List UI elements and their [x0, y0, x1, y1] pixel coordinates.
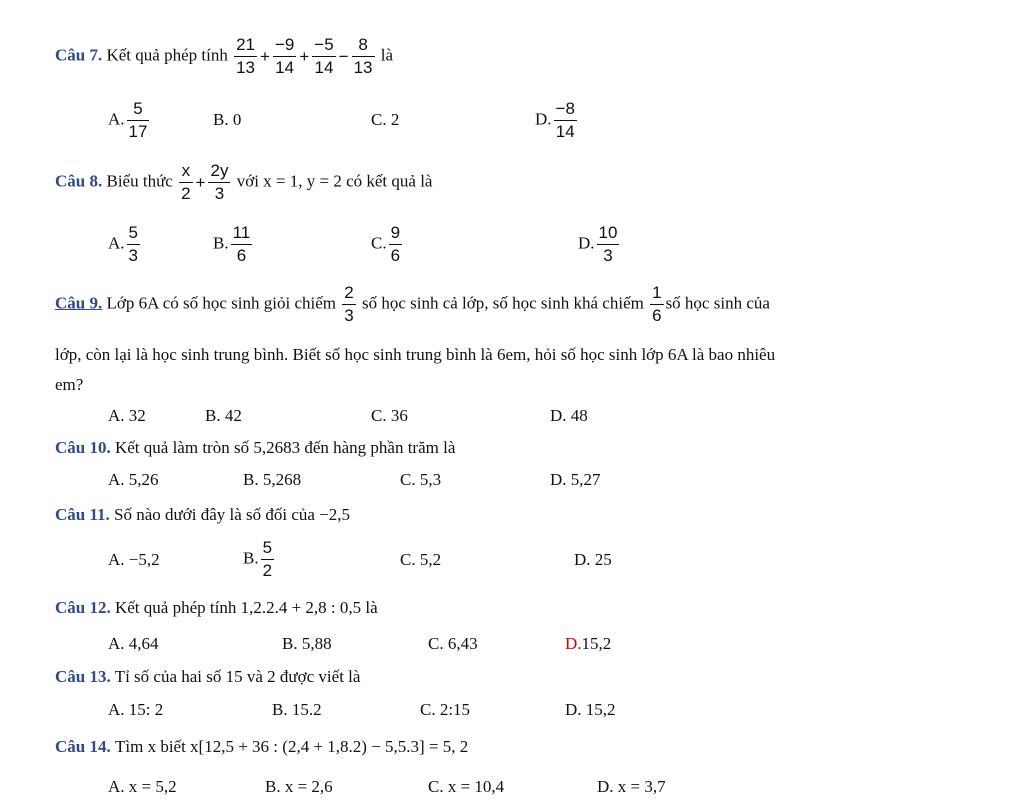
- q10-option-b[interactable]: B. 5,268: [243, 470, 302, 489]
- q7-option-d[interactable]: D. $\frac{-8}{14}$: [535, 99, 575, 141]
- q9-option-c[interactable]: C. 36: [371, 406, 408, 425]
- q9-option-a[interactable]: A. 32: [108, 406, 146, 425]
- q8-option-d[interactable]: D. $\frac{10}{3}$: [578, 223, 618, 265]
- q8-frac-2: $\frac{2y}{3}$: [210, 161, 229, 203]
- q14-option-c[interactable]: C. x = 10,4: [428, 777, 505, 796]
- q8-tail: với x = 1, y = 2 có kết quả là: [236, 171, 433, 191]
- q10-option-d[interactable]: D. 5,27: [550, 470, 601, 489]
- q14-stem: Câu 14. Tìm x biết x[12,5 + 36 : (2,4 + 1,8.2) − 5,5.3] = 5, 2: [55, 737, 469, 756]
- q10-label: Câu 10.: [55, 438, 111, 457]
- q13-label: Câu 13.: [55, 667, 111, 686]
- q8-option-a[interactable]: A. $\frac{5}{3}$: [108, 223, 138, 265]
- q8-frac-1: $\frac{x}{2}$: [181, 161, 191, 203]
- q13-option-d[interactable]: D. 15,2: [565, 700, 616, 719]
- q7-frac-1: $\frac{21}{13}$: [236, 35, 255, 77]
- q8-option-b[interactable]: B. $\frac{11}{6}$: [213, 223, 251, 265]
- q11-option-d[interactable]: D. 25: [574, 550, 612, 569]
- q11-option-b[interactable]: B. $\frac{5}{2}$: [243, 538, 273, 580]
- q7-text: Kết quả phép tính: [106, 45, 228, 65]
- q9-line3: em?: [55, 375, 84, 394]
- q8-option-c[interactable]: C. $\frac{9}{6}$: [371, 223, 401, 265]
- q7-option-c[interactable]: C. 2: [371, 110, 400, 129]
- q12-label: Câu 12.: [55, 598, 111, 617]
- q9-option-d[interactable]: D. 48: [550, 406, 588, 425]
- q10-stem: Câu 10. Kết quả làm tròn số 5,2683 đến hàng phần trăm là: [55, 438, 456, 457]
- q8-text: Biểu thức: [106, 171, 173, 191]
- q7-stem: Câu 7. Kết quả phép tính $\frac{21}{13}$ + $\frac{-9}{14}$ + $\frac{-5}{14}$ − $\frac{8}{13}$ là: [55, 35, 394, 77]
- q12-option-c[interactable]: C. 6,43: [428, 634, 478, 653]
- q7-option-a[interactable]: A. $\frac{5}{17}$: [108, 99, 148, 141]
- q11-stem: Câu 11. Số nào dưới đây là số đối của −2,5: [55, 505, 351, 524]
- q12-option-d-label: D.: [565, 634, 582, 653]
- q9-option-b[interactable]: B. 42: [205, 406, 242, 425]
- q11-label: Câu 11.: [55, 505, 110, 524]
- q12-stem: Câu 12. Kết quả phép tính 1,2.2.4 + 2,8 : 0,5 là: [55, 598, 378, 617]
- q9-label: Câu 9.: [55, 293, 103, 313]
- q7-frac-4: $\frac{8}{13}$: [353, 35, 373, 77]
- q13-option-a[interactable]: A. 15: 2: [108, 700, 164, 719]
- q11-option-c[interactable]: C. 5,2: [400, 550, 442, 569]
- q7-frac-2: $\frac{-9}{14}$: [274, 35, 295, 77]
- q7-option-b[interactable]: B. 0: [213, 110, 242, 129]
- q7-frac-3: $\frac{-5}{14}$: [314, 35, 334, 77]
- q11-option-a[interactable]: A. −5,2: [108, 550, 160, 569]
- q14-label: Câu 14.: [55, 737, 111, 756]
- q10-option-a[interactable]: A. 5,26: [108, 470, 159, 489]
- q10-option-c[interactable]: C. 5,3: [400, 470, 442, 489]
- q7-label: Câu 7.: [55, 45, 103, 65]
- q9-frac-1: $\frac{2}{3}$: [344, 283, 354, 325]
- q14-option-d[interactable]: D. x = 3,7: [597, 777, 666, 796]
- q13-stem: Câu 13. Tỉ số của hai số 15 và 2 được viết là: [55, 667, 361, 686]
- q13-option-b[interactable]: B. 15.2: [272, 700, 322, 719]
- q9-frac-2: $\frac{1}{6}$: [652, 283, 662, 325]
- q12-option-d[interactable]: D.15,2: [565, 634, 612, 653]
- q14-option-b[interactable]: B. x = 2,6: [265, 777, 333, 796]
- q14-option-a[interactable]: A. x = 5,2: [108, 777, 177, 796]
- q9-line2: lớp, còn lại là học sinh trung bình. Biết số học sinh trung bình là 6em, hỏi số học sinh lớp 6A là bao nhiêu: [55, 345, 776, 364]
- q12-option-b[interactable]: B. 5,88: [282, 634, 332, 653]
- q7-tail: là: [380, 45, 394, 65]
- q8-label: Câu 8.: [55, 171, 103, 191]
- q9-stem: Câu 9. Lớp 6A có số học sinh giỏi chiếm $\frac{2}{3}$ số học sinh cả lớp, số học sinh khá chiếm $\frac{1}{6}$ số học sinh của: [55, 283, 770, 325]
- q13-option-c[interactable]: C. 2:15: [420, 700, 471, 719]
- q12-option-a[interactable]: A. 4,64: [108, 634, 159, 653]
- q8-stem: Câu 8. Biểu thức $\frac{x}{2}$ + $\frac{2y}{3}$ với x = 1, y = 2 có kết quả là: [55, 161, 433, 203]
